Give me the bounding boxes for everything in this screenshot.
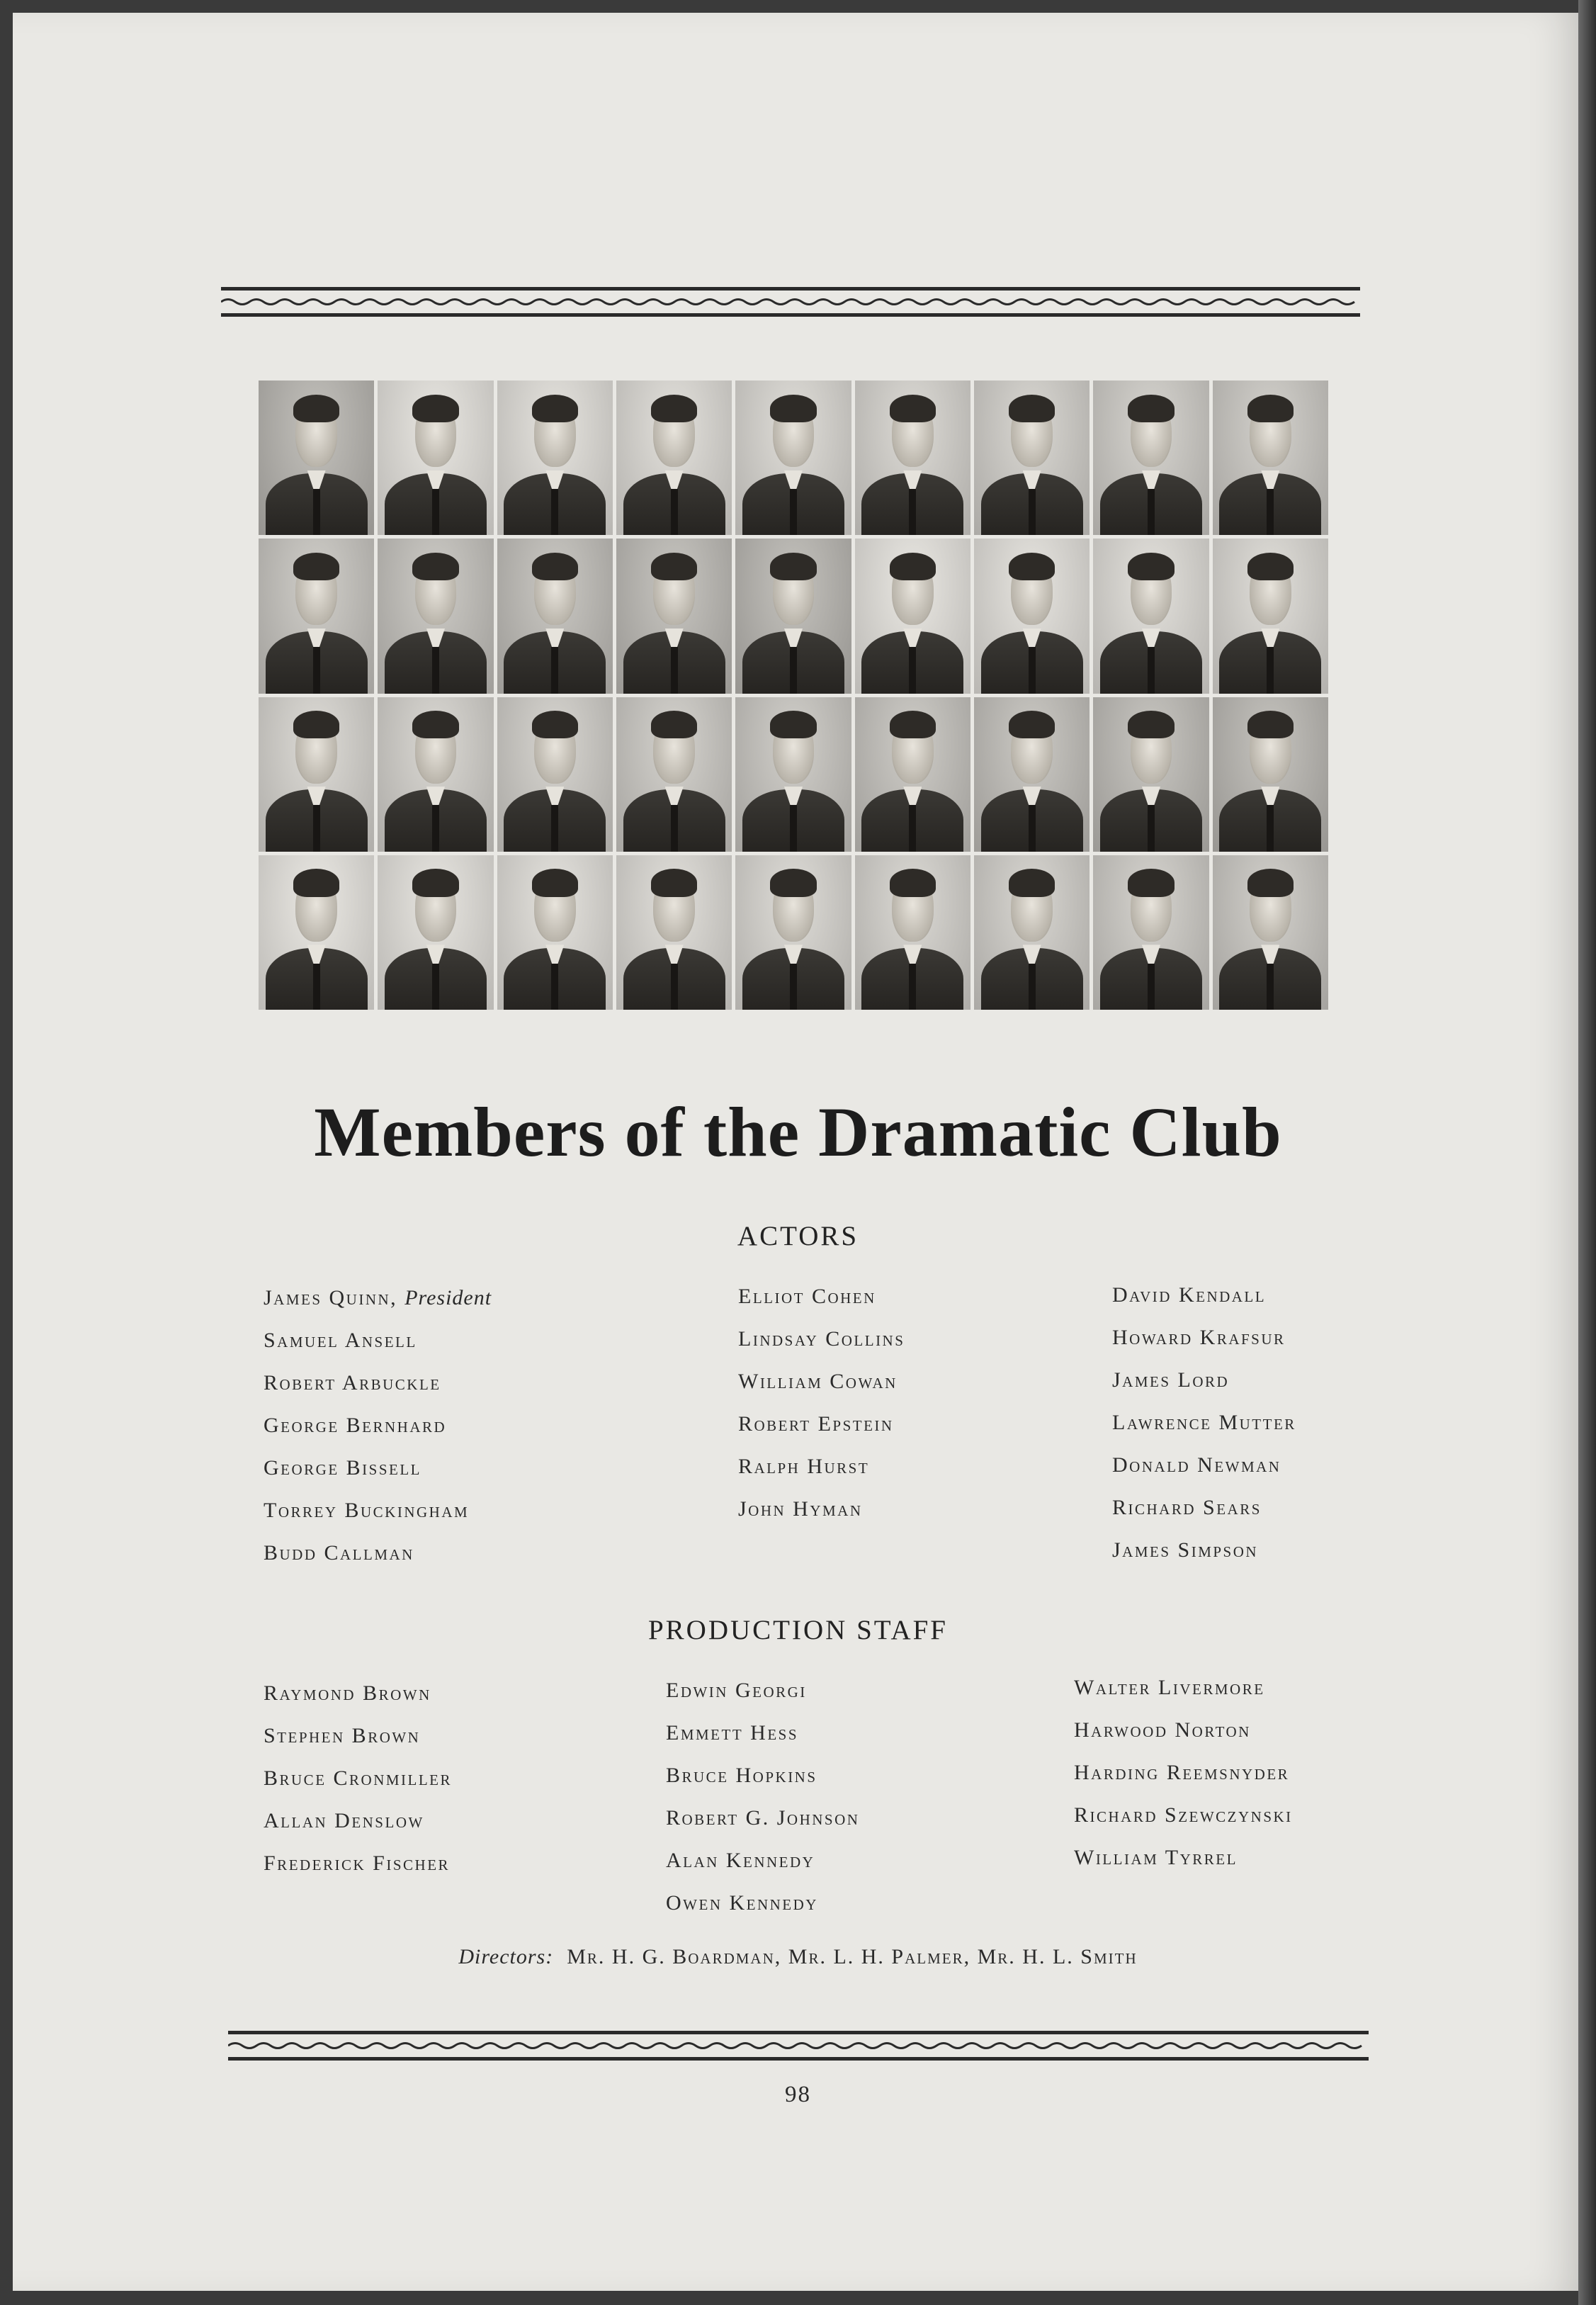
member-portrait [497,697,613,852]
actor-name: James Quinn, President [264,1286,492,1309]
actor-name: Ralph Hurst [738,1455,870,1478]
member-portrait [616,697,732,852]
actors-column-2 [738,1275,905,1531]
member-portrait [735,539,851,693]
staff-name: Harding Reemsnyder [1074,1761,1290,1784]
directors-names: Mr. H. G. Boardman, Mr. L. H. Palmer, Mr. H. L. Smith [567,1945,1138,1968]
staff-name: Richard Szewczynski [1074,1803,1293,1827]
actor-name: George Bissell [264,1456,422,1480]
member-portrait [1213,539,1328,693]
actor-name: Lawrence Mutter [1112,1411,1296,1434]
member-portrait [497,381,613,535]
actor-name: Torrey Buckingham [264,1499,470,1522]
member-portrait [855,855,970,1010]
member-portrait [259,855,374,1010]
member-portrait [616,539,732,693]
member-portrait [259,697,374,852]
directors-line [0,1945,1596,1969]
staff-name: Walter Livermore [1074,1676,1265,1699]
member-portrait [974,855,1090,1010]
staff-name: Harwood Norton [1074,1718,1251,1742]
actor-name: Budd Callman [264,1541,414,1565]
bottom-ornamental-rule [228,2031,1369,2061]
staff-name: Bruce Cronmiller [264,1766,453,1790]
member-portrait [497,539,613,693]
actors-column-1 [264,1277,492,1574]
actor-name: William Cowan [738,1370,898,1393]
actor-name: Howard Krafsur [1112,1326,1286,1349]
page-number: 98 [785,2082,811,2107]
member-portrait [735,855,851,1010]
member-portrait [616,855,732,1010]
member-portrait [735,381,851,535]
actor-name: Donald Newman [1112,1453,1281,1477]
staff-name: Stephen Brown [264,1724,421,1747]
actor-name: James Simpson [1112,1538,1259,1562]
member-portrait [1093,855,1209,1010]
member-portrait [855,539,970,693]
member-portrait [616,381,732,535]
actor-name: Samuel Ansell [264,1329,417,1352]
staff-name: William Tyrrel [1074,1846,1238,1869]
production-staff-column-3 [1074,1667,1293,1879]
actor-name: George Bernhard [264,1414,447,1437]
actor-name: Lindsay Collins [738,1327,905,1351]
production-staff-column-2 [666,1669,859,1924]
page-title: Members of the Dramatic Club [314,1093,1282,1171]
actor-name: Elliot Cohen [738,1285,876,1308]
actor-name: David Kendall [1112,1283,1267,1307]
directors-label: Directors: [458,1945,554,1968]
member-portrait [735,697,851,852]
member-portrait [1093,381,1209,535]
staff-name: Allan Denslow [264,1809,424,1832]
staff-name: Edwin Georgi [666,1679,807,1702]
actor-name: Richard Sears [1112,1496,1262,1519]
production-staff-column-1 [264,1672,452,1885]
member-portrait [259,539,374,693]
staff-name: Bruce Hopkins [666,1764,817,1787]
member-portrait [378,855,493,1010]
actor-name: Robert Arbuckle [264,1371,441,1394]
member-portrait [378,539,493,693]
staff-name: Alan Kennedy [666,1849,815,1872]
member-portrait [259,381,374,535]
member-portrait [974,539,1090,693]
member-portrait [378,697,493,852]
member-portrait-grid [259,381,1328,1010]
actor-name: Robert Epstein [738,1412,894,1436]
member-portrait [1213,855,1328,1010]
member-portrait [974,381,1090,535]
member-portrait [974,697,1090,852]
staff-name: Owen Kennedy [666,1891,818,1915]
actors-column-3 [1112,1274,1296,1572]
member-portrait [855,697,970,852]
staff-name: Robert G. Johnson [666,1806,860,1830]
member-portrait [1093,539,1209,693]
member-portrait [1213,381,1328,535]
member-portrait [497,855,613,1010]
staff-name: Raymond Brown [264,1681,431,1705]
staff-name: Emmett Hess [666,1721,799,1745]
staff-name: Frederick Fischer [264,1852,451,1875]
member-portrait [1093,697,1209,852]
top-ornamental-rule [221,287,1360,317]
actors-heading: ACTORS [737,1221,859,1251]
member-portrait [1213,697,1328,852]
member-portrait [378,381,493,535]
member-portrait [855,381,970,535]
actor-name: John Hyman [738,1497,863,1521]
actor-name: James Lord [1112,1368,1230,1392]
president-title: President [404,1286,492,1309]
production-staff-heading: PRODUCTION STAFF [647,1615,949,1645]
